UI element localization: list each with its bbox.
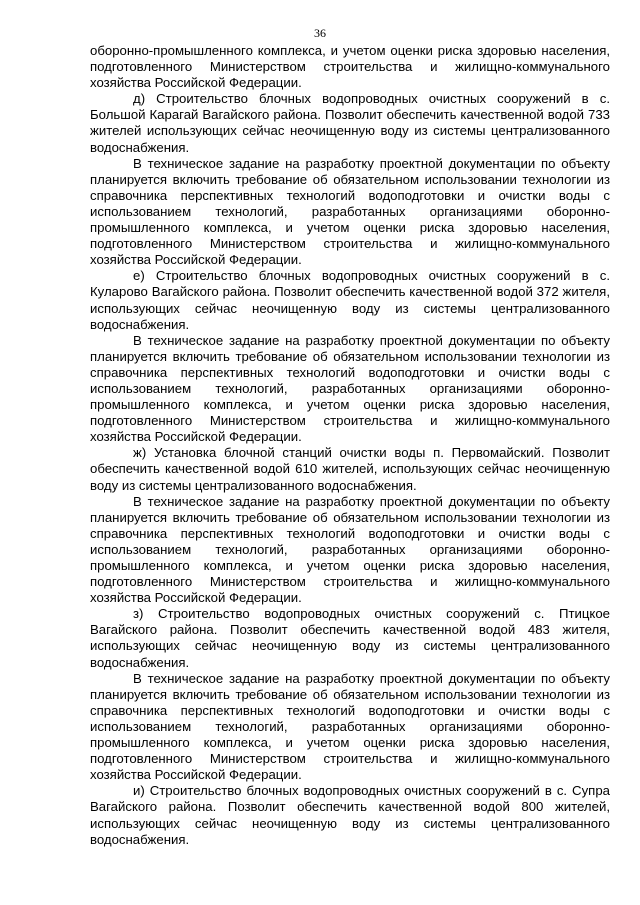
- paragraph: В техническое задание на разработку проектной документации по объекту планируется включить требование об обязательном использовании технологии из справочника перспективных технологий водоподготовки и очистки воды с использованием технологий, разработанных организациями оборонно-промышленного комплекса, и учетом оценки риска здоровью населения, подготовленного Министерством строительства и жилищно-коммунального хозяйства Российской Федерации.: [90, 332, 610, 445]
- paragraph: оборонно-промышленного комплекса, и учетом оценки риска здоровью населения, подготовленного Министерством строительства и жилищно-коммунального хозяйства Российской Федерации.: [90, 43, 610, 91]
- paragraph: В техническое задание на разработку проектной документации по объекту планируется включить требование об обязательном использовании технологии из справочника перспективных технологий водоподготовки и очистки воды с использованием технологий, разработанных организациями оборонно-промышленного комплекса, и учетом оценки риска здоровью населения, подготовленного Министерством строительства и жилищно-коммунального хозяйства Российской Федерации.: [90, 670, 610, 783]
- paragraph: В техническое задание на разработку проектной документации по объекту планируется включить требование об обязательном использовании технологии из справочника перспективных технологий водоподготовки и очистки воды с использованием технологий, разработанных организациями оборонно-промышленного комплекса, и учетом оценки риска здоровью населения, подготовленного Министерством строительства и жилищно-коммунального хозяйства Российской Федерации.: [90, 493, 610, 606]
- document-body: [90, 43, 610, 848]
- page-number: 36: [314, 26, 326, 40]
- paragraph: и) Строительство блочных водопроводных очистных сооружений в с. Супра Вагайского района. Позволит обеспечить качественной водой 800 жителей, использующих сейчас неочищенную воду из системы централизованного водоснабжения.: [90, 783, 610, 847]
- paragraph: е) Строительство блочных водопроводных очистных сооружений в с. Куларово Вагайского района. Позволит обеспечить качественной водой 372 жителя, использующих сейчас неочищенную воду из системы централизованного водоснабжения.: [90, 268, 610, 332]
- paragraph: д) Строительство блочных водопроводных очистных сооружений в с. Большой Карагай Вагайского района. Позволит обеспечить качественной водой 733 жителей использующих сейчас неочищенную воду из системы централизованного водоснабжения.: [90, 91, 610, 155]
- paragraph: В техническое задание на разработку проектной документации по объекту планируется включить требование об обязательном использовании технологии из справочника перспективных технологий водоподготовки и очистки воды с использованием технологий, разработанных организациями оборонно-промышленного комплекса, и учетом оценки риска здоровью населения, подготовленного Министерством строительства и жилищно-коммунального хозяйства Российской Федерации.: [90, 155, 610, 268]
- paragraph: ж) Установка блочной станций очистки воды п. Первомайский. Позволит обеспечить качественной водой 610 жителей, использующих сейчас неочищенную воду из системы централизованного водоснабжения.: [90, 445, 610, 493]
- paragraph: з) Строительство водопроводных очистных сооружений с. Птицкое Вагайского района. Позволит обеспечить качественной водой 483 жителя, использующих сейчас неочищенную воду из системы централизованного водоснабжения.: [90, 606, 610, 670]
